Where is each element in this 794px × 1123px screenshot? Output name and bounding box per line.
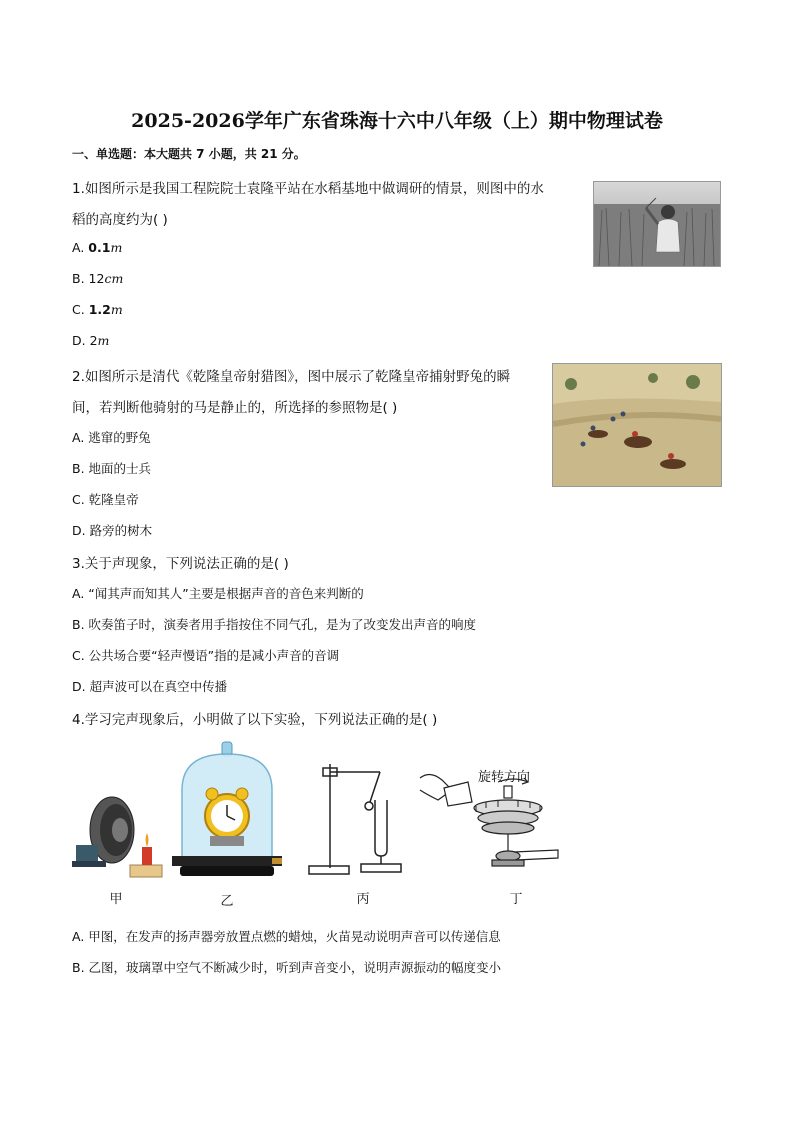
q3-option-b[interactable]: B. 吹奏笛子时，演奏者用手指按住不同气孔，是为了改变发出声音的响度 xyxy=(72,617,477,632)
section-heading: 一、单选题：本大题共 7 小题，共 21 分。 xyxy=(72,147,306,161)
gear-card-figure xyxy=(418,760,560,880)
q3-option-a[interactable]: A. “闻其声而知其人”主要是根据声音的音色来判断的 xyxy=(72,586,364,601)
figure-caption-jia: 甲 xyxy=(109,892,123,907)
q2-option-b[interactable]: B. 地面的士兵 xyxy=(72,461,152,476)
speaker-candle-figure xyxy=(72,785,172,880)
figure-caption-bing: 丙 xyxy=(356,892,370,907)
q4-stem: 4.学习完声现象后，小明做了以下实验，下列说法正确的是( ) xyxy=(72,712,438,728)
rice-field-photo xyxy=(593,181,721,267)
rotation-direction-label: 旋转方向 xyxy=(478,770,531,785)
qianlong-hunting-painting xyxy=(552,363,722,487)
q3-stem: 3.关于声现象，下列说法正确的是( ) xyxy=(72,556,289,572)
q3-option-c[interactable]: C. 公共场合要“轻声慢语”指的是减小声音的音调 xyxy=(72,648,340,663)
q2-option-c[interactable]: C. 乾隆皇帝 xyxy=(72,492,139,507)
q1-option-d[interactable]: D. 2m xyxy=(72,333,110,348)
figure-caption-yi: 乙 xyxy=(220,894,234,909)
tuning-fork-figure xyxy=(305,760,415,880)
bell-jar-clock-figure xyxy=(172,740,282,880)
q1-stem-line1: 1.如图所示是我国工程院院士袁隆平站在水稻基地中做调研的情景，则图中的水 xyxy=(72,181,544,197)
q2-option-d[interactable]: D. 路旁的树木 xyxy=(72,523,153,538)
q2-stem-line1: 2.如图所示是清代《乾隆皇帝射猎图》，图中展示了乾隆皇帝捕射野兔的瞬 xyxy=(72,369,511,385)
q1-option-b[interactable]: B. 12cm xyxy=(72,271,124,286)
q4-option-a[interactable]: A. 甲图，在发声的扬声器旁放置点燃的蜡烛，火苗晃动说明声音可以传递信息 xyxy=(72,929,501,944)
q1-option-c[interactable]: C. 1.2m xyxy=(72,302,123,317)
figure-caption-ding: 丁 xyxy=(509,892,523,907)
q1-stem-line2: 稻的高度约为( ) xyxy=(72,212,168,228)
q2-stem-line2: 间，若判断他骑射的马是静止的，所选择的参照物是( ) xyxy=(72,400,398,416)
page-title: 2025-2026学年广东省珠海十六中八年级（上）期中物理试卷 xyxy=(131,110,663,132)
q3-option-d[interactable]: D. 超声波可以在真空中传播 xyxy=(72,679,228,694)
q2-option-a[interactable]: A. 逃窜的野兔 xyxy=(72,430,151,445)
q1-option-a[interactable]: A. 0.1m xyxy=(72,240,123,255)
q4-option-b[interactable]: B. 乙图，玻璃罩中空气不断减少时，听到声音变小，说明声源振动的幅度变小 xyxy=(72,960,502,975)
